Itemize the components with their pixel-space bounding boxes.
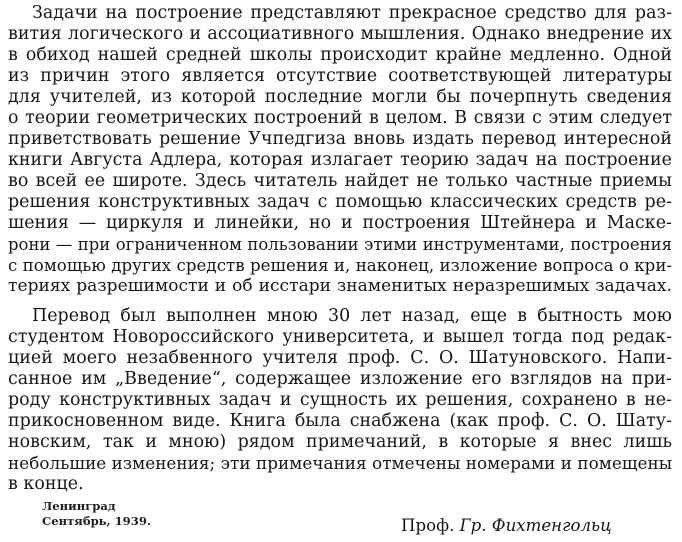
place-and-date — [42, 499, 151, 529]
text-line: Задачи на построение представляют прекрасное средство для раз- — [32, 3, 672, 23]
text-line: приветствовать решение Учпедгиза вновь издать перевод интересной — [8, 129, 672, 149]
text-line: роду конструктивных задач и сущность их решения, сохранено в не- — [8, 390, 672, 410]
text-line: во всей ее широте. Здесь читатель найдет не только частные приемы — [8, 171, 672, 191]
text-line: рони — при ограниченном пользовании этими инструментами, построения — [8, 235, 672, 254]
text-line: санное им „Введение“, содержащее изложение его взглядов на при- — [8, 369, 672, 389]
signature-name: Гр. Фихтенгольц — [459, 516, 612, 535]
text-line: с помощью других средств решения и, наконец, изложение вопроса о кри- — [8, 256, 673, 275]
text-line: студентом Новороссийского университета, и вышел тогда под редак- — [8, 327, 672, 347]
signature — [401, 515, 612, 536]
text-line: прикосновенном виде. Книга была снабжена (как проф. С. О. Шату- — [8, 411, 672, 431]
text-line: о теории геометрических построений в целом. В связи с этим следует — [8, 108, 672, 128]
date: Сентябрь, 1939. — [42, 514, 151, 528]
text-line: цией моего незабвенного учителя проф. С. О. Шатуновского. Напи- — [8, 348, 672, 368]
text-line: Перевод был выполнен мною 30 лет назад, еще в бытность мою — [32, 306, 672, 326]
text-line: шения — циркуля и линейки, но и построения Штейнера и Маске- — [8, 213, 672, 233]
text-line: для учителей, из которой последние могли бы почерпнуть сведения — [8, 87, 672, 107]
text-line: вития логического и ассоциативного мышления. Однако внедрение их — [8, 24, 672, 44]
place: Ленинград — [42, 499, 116, 513]
text-line: новским, так и мною) рядом примечаний, в которые я внес лишь — [8, 432, 672, 452]
text-line: решения конструктивных задач с помощью классических средств ре- — [8, 192, 672, 212]
text-line: в обиход нашей средней школы происходит крайне медленно. Одной — [8, 45, 672, 65]
text-line: териях разрешимости и об исстари знаменитых неразрешимых задачах. — [8, 276, 672, 296]
text-line: небольшие изменения; эти примечания отмечены номерами и помещены — [8, 453, 673, 473]
text-line: книги Августа Адлера, которая излагает теорию задач на построение — [8, 150, 672, 170]
text-line: из причин этого является отсутствие соответствующей литературы — [8, 66, 672, 86]
text-line: в конце. — [8, 474, 84, 494]
signature-title: Проф. — [401, 516, 455, 535]
